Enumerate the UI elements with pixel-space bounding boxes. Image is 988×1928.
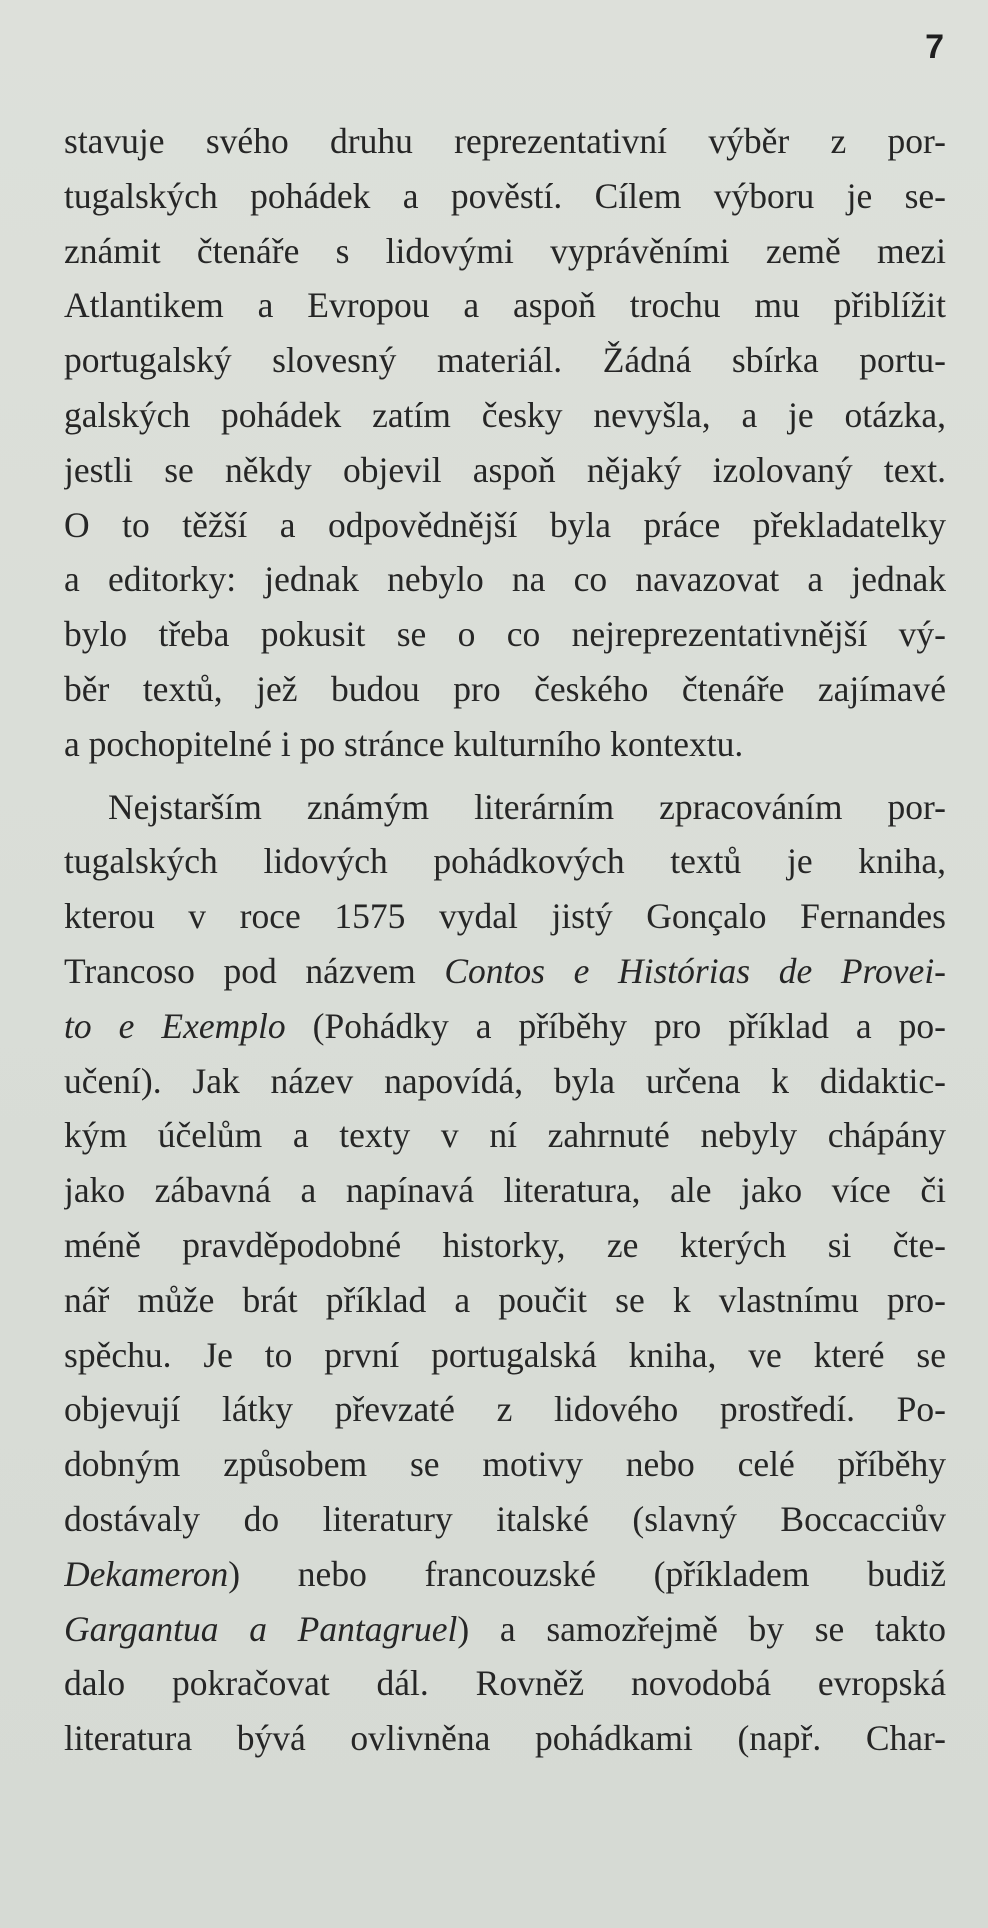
text-line: portugalský slovesný materiál. Žádná sbírka portu- xyxy=(64,340,946,381)
text-line xyxy=(64,999,946,1054)
text-line: literatura bývá ovlivněna pohádkami (např. Char- xyxy=(64,1718,946,1759)
text-line: spěchu. Je to první portugalská kniha, ve které se xyxy=(64,1334,946,1375)
text-line: jako zábavná a napínavá literatura, ale jako více či xyxy=(64,1170,946,1211)
text-line: a pochopitelné i po stránce kulturního kontextu. xyxy=(64,723,744,764)
text-line: tugalských lidových pohádkových textů je kniha, xyxy=(64,841,946,882)
text-line: Atlantikem a Evropou a aspoň trochu mu přiblížit xyxy=(64,285,946,326)
text-line: a editorky: jednak nebylo na co navazovat a jednak xyxy=(64,559,946,600)
text-line: dobným způsobem se motivy nebo celé příběhy xyxy=(64,1444,946,1485)
text-line: jestli se někdy objevil aspoň nějaký izolovaný text. xyxy=(64,449,946,490)
page-number: 7 xyxy=(925,28,944,66)
text-span: ) nebo francouzské (příkladem budiž xyxy=(228,1553,946,1594)
text-line: dalo pokračovat dál. Rovněž novodobá evropská xyxy=(64,1663,946,1704)
body-text xyxy=(64,114,946,1766)
text-line: kým účelům a texty v ní zahrnuté nebyly chápány xyxy=(64,1115,946,1156)
text-line: tugalských pohádek a pověstí. Cílem výboru je se- xyxy=(64,175,946,216)
text-line: kterou v roce 1575 vydal jistý Gonçalo Fernandes xyxy=(64,896,946,937)
text-line: běr textů, jež budou pro českého čtenáře zajímavé xyxy=(64,668,946,709)
book-title-gargantua: Gargantua a Pantagruel xyxy=(64,1608,458,1649)
text-line: stavuje svého druhu reprezentativní výběr z por- xyxy=(64,121,946,161)
text-line: objevují látky převzaté z lidového prostředí. Po- xyxy=(64,1389,946,1430)
text-line: dostávaly do literatury italské (slavný Boccacciův xyxy=(64,1498,946,1539)
book-title-contos-cont: to e Exemplo xyxy=(64,1005,286,1046)
paragraph-2 xyxy=(64,780,946,1766)
text-line xyxy=(64,1547,946,1602)
text-line: méně pravděpodobné historky, ze kterých si čte- xyxy=(64,1224,946,1265)
book-title-dekameron: Dekameron xyxy=(64,1553,229,1594)
text-line: O to těžší a odpovědnější byla práce překladatelky xyxy=(64,504,946,545)
text-span: (Pohádky a příběhy pro příklad a po- xyxy=(285,1005,946,1046)
text-line: učení). Jak název napovídá, byla určena k didaktic- xyxy=(64,1060,946,1101)
text-line: nář může brát příklad a poučit se k vlastnímu pro- xyxy=(64,1279,946,1320)
paragraph-1 xyxy=(64,114,946,772)
text-span: ) a samozřejmě by se takto xyxy=(457,1608,946,1649)
book-title-contos: Contos e Histórias de Provei- xyxy=(444,950,946,991)
text-line: bylo třeba pokusit se o co nejreprezentativnější vý- xyxy=(64,614,946,655)
paragraph-gap xyxy=(64,772,946,780)
text-line xyxy=(64,944,946,999)
text-line xyxy=(64,1602,946,1657)
text-line: galských pohádek zatím česky nevyšla, a je otázka, xyxy=(64,394,946,435)
text-line: Nejstarším známým literárním zpracováním por- xyxy=(108,786,946,827)
text-line: známit čtenáře s lidovými vyprávěními země mezi xyxy=(64,230,946,271)
text-span: Trancoso pod názvem xyxy=(64,950,445,991)
